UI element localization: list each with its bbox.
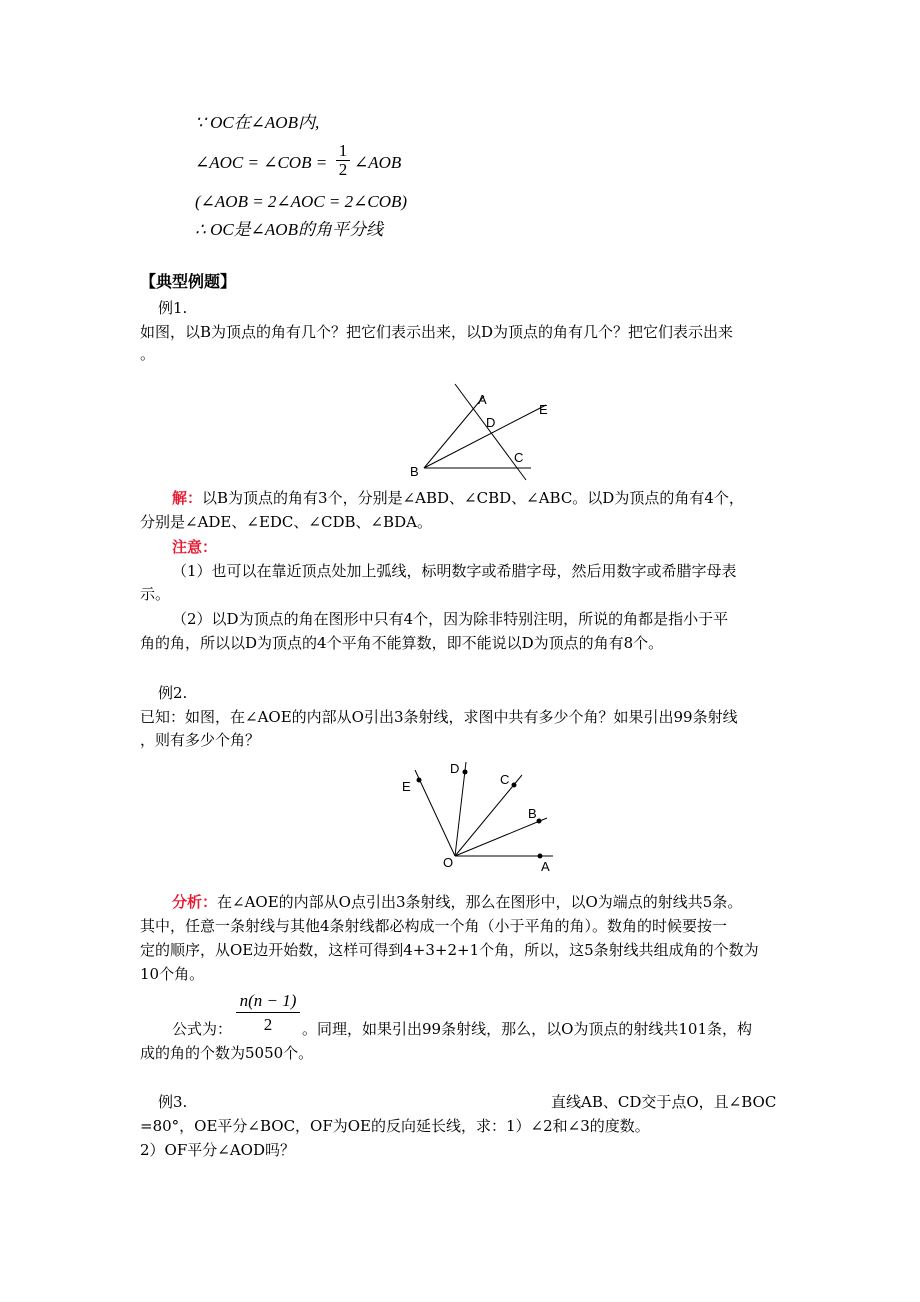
- point-A: [538, 854, 543, 859]
- ray-OC: [455, 775, 522, 856]
- example-1-question-line-1: 如图，以B为顶点的角有几个？把它们表示出来，以D为顶点的角有几个？把它们表示出来: [140, 323, 734, 341]
- proof-line-1: ∵ OC在∠AOB内,: [195, 113, 320, 132]
- example-2-question-line-2: ，则有多少个角？: [140, 731, 261, 749]
- example-2-analysis-line-2: 其中，任意一条射线与其他4条射线都必构成一个角（小于平角的角）。数角的时候要按一: [140, 917, 728, 935]
- ray-BA: [424, 396, 484, 468]
- line-AC: [455, 384, 526, 480]
- label-E: E: [539, 402, 548, 417]
- fraction-denominator: 2: [336, 160, 350, 179]
- analysis-label: 分析：: [172, 893, 218, 911]
- note-2-line-1: （2）以D为顶点的角在图形中只有4个，因为除非特别注明，所说的角都是指小于平: [172, 610, 729, 628]
- example-2-analysis-line-3: 定的顺序，从OE边开始数，这样可得到4+3+2+1个角，所以，这5条射线共组成角的个数为: [140, 941, 759, 959]
- example-2-figure: [395, 755, 565, 880]
- formula-line-2: 成的角的个数为5050个。: [140, 1044, 314, 1062]
- example-2-analysis-line-1: [172, 892, 742, 912]
- proof-line-2-right: ∠AOB: [354, 153, 402, 172]
- ray-OB: [455, 818, 547, 856]
- label-E: E: [402, 779, 411, 794]
- label-D: D: [486, 415, 496, 430]
- example-1-label: 例1.: [158, 299, 188, 317]
- point-C: [512, 783, 517, 788]
- label-B: B: [410, 464, 419, 479]
- label-C: C: [500, 772, 510, 787]
- example-3-question-line-3: 2）OF平分∠AOD吗？: [140, 1141, 295, 1159]
- analysis-text: 在∠AOE的内部从O点引出3条射线，那么在图形中，以O为端点的射线共5条。: [217, 893, 743, 911]
- solution-text: 以B为顶点的角有3个，分别是∠ABD、∠CBD、∠ABC。以D为顶点的角有4个，: [202, 489, 744, 507]
- proof-line-4: ∴ OC是∠AOB的角平分线: [195, 220, 383, 239]
- example-1-solution-line-2: 分别是∠ADE、∠EDC、∠CDB、∠BDA。: [140, 513, 432, 531]
- example-2-label: 例2.: [158, 684, 188, 702]
- fraction-numerator: 1: [338, 141, 348, 160]
- formula-fraction: [236, 990, 300, 1037]
- proof-line-2-left: ∠AOC = ∠COB =: [195, 153, 328, 172]
- proof-line-3: (∠AOB = 2∠AOC = 2∠COB): [195, 192, 408, 211]
- point-D: [463, 770, 468, 775]
- example-1-figure: [400, 378, 560, 483]
- ray-OE: [415, 770, 455, 856]
- point-E: [417, 778, 422, 783]
- solution-label: 解：: [172, 489, 203, 507]
- ray-OD: [455, 762, 466, 856]
- example-3-question-line-2: =80°，OE平分∠BOC，OF为OE的反向延长线，求：1）∠2和∠3的度数。: [140, 1117, 650, 1135]
- example-3-label: 例3.: [158, 1093, 188, 1111]
- note-1-line-2: 示。: [140, 585, 171, 603]
- formula-suffix: 。同理，如果引出99条射线，那么，以O为顶点的射线共101条，构: [302, 1020, 753, 1038]
- label-A: A: [541, 859, 550, 874]
- formula-prefix: 公式为：: [172, 1020, 233, 1038]
- label-O: O: [443, 855, 454, 870]
- example-2-analysis-line-4: 10个角。: [140, 965, 205, 983]
- note-1-line-1: （1）也可以在靠近顶点处加上弧线，标明数字或希腊字母，然后用数字或希腊字母表: [172, 562, 737, 580]
- formula-denominator: 2: [236, 1012, 300, 1037]
- example-3-question-line-1: 直线AB、CD交于点O，且∠BOC: [551, 1093, 777, 1111]
- label-C: C: [514, 450, 524, 465]
- example-1-question-line-2: 。: [140, 345, 156, 363]
- example-2-question-line-1: 已知：如图，在∠AOE的内部从O引出3条射线，求图中共有多少个角？如果引出99条射线: [140, 708, 738, 726]
- example-1-solution-line-1: [172, 488, 744, 508]
- point-B: [537, 819, 542, 824]
- label-D: D: [450, 761, 460, 776]
- label-A: A: [478, 392, 487, 407]
- proof-fraction: [336, 142, 350, 179]
- label-B: B: [528, 806, 537, 821]
- note-label: 注意：: [172, 538, 218, 556]
- section-title: 【典型例题】: [140, 272, 237, 291]
- formula-numerator: n(n − 1): [239, 991, 297, 1010]
- ray-BE: [424, 405, 546, 468]
- note-2-line-2: 角的角，所以以D为顶点的4个平角不能算数，即不能说以D为顶点的角有8个。: [140, 634, 664, 652]
